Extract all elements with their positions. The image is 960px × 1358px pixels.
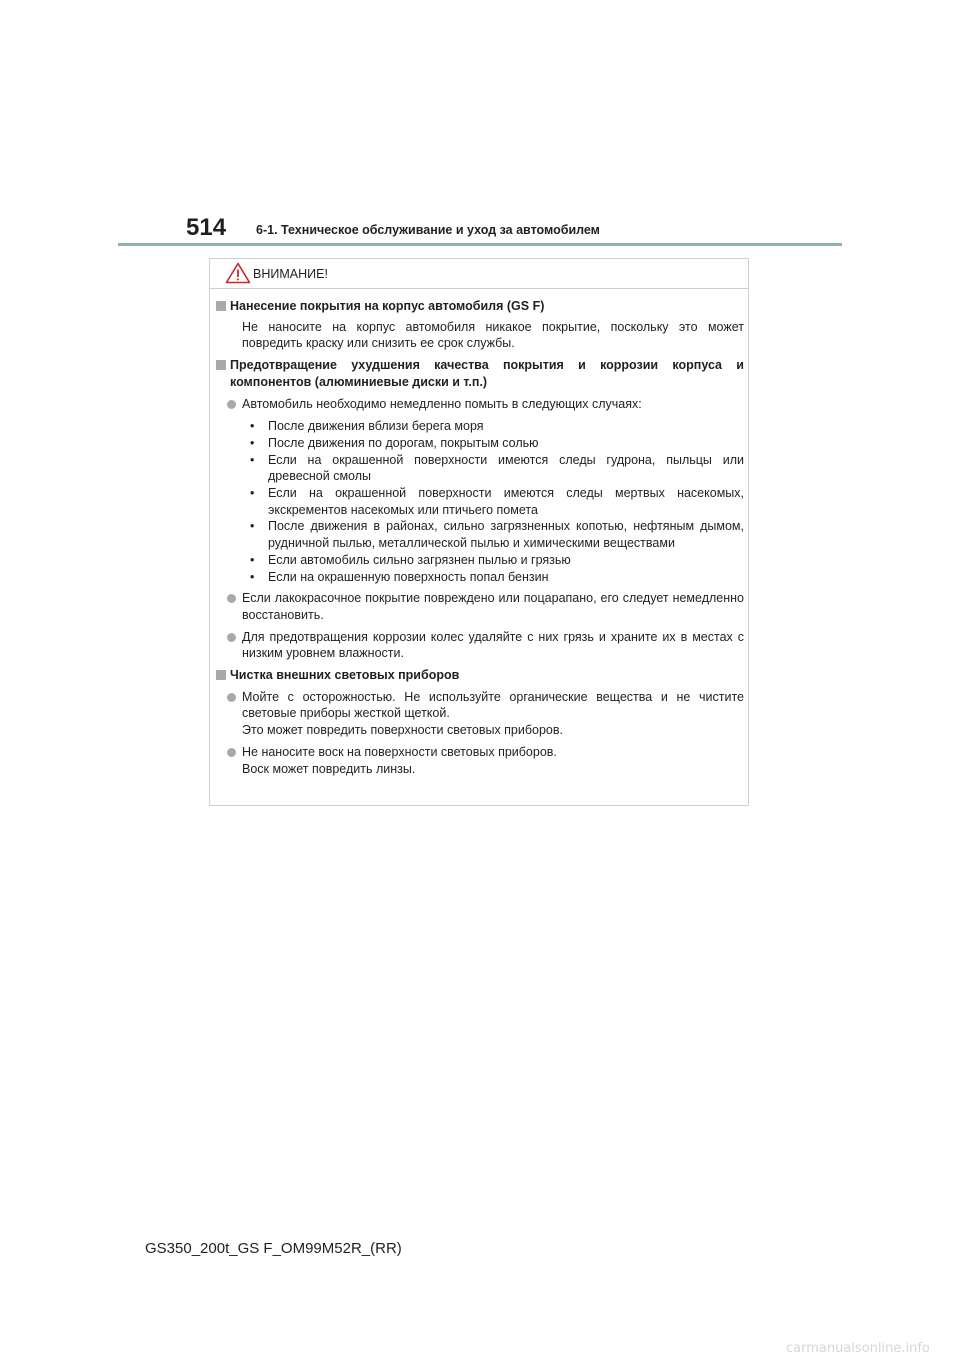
list-item (216, 396, 744, 413)
square-bullet-icon (216, 301, 226, 311)
circle-bullet-icon (227, 594, 236, 603)
warning-triangle-icon (225, 262, 251, 284)
section-title: 6-1. Техническое обслуживание и уход за автомобилем (256, 223, 600, 237)
section-heading (216, 298, 744, 315)
caution-label: ВНИМАНИЕ! (253, 267, 328, 281)
dot-bullet-icon: • (250, 552, 255, 567)
section-heading-text: Чистка внешних световых приборов (230, 668, 460, 683)
dot-bullet-icon: • (250, 435, 255, 450)
list-item-note: Это может повредить поверхности световых приборов. (242, 723, 563, 738)
dot-bullet-icon: • (250, 569, 255, 584)
caution-box (209, 258, 749, 806)
sub-list-item: • После движения вблизи берега моря (250, 419, 484, 434)
list-item-text: Если лакокрасочное покрытие повреждено или поцарапано, его следует немедленно восстановить. (242, 591, 744, 622)
sub-list-item: • После движения по дорогам, покрытым солью (250, 435, 539, 450)
sub-list-item: • Если на окрашенной поверхности имеются следы мертвых насекомых, экскрементов насекомых или птичьего помета (250, 486, 744, 517)
header-rule (118, 243, 842, 246)
document-code: GS350_200t_GS F_OM99M52R_(RR) (145, 1240, 402, 1257)
list-item (216, 629, 744, 662)
section-heading (216, 357, 744, 390)
list-item (216, 590, 744, 623)
dot-bullet-icon: • (250, 486, 255, 501)
list-item-text: Для предотвращения коррозии колес удаляйте с них грязь и храните их в местах с низким уровнем влажности. (242, 629, 744, 661)
circle-bullet-icon (227, 693, 236, 702)
list-item-note: Воск может повредить линзы. (242, 761, 416, 776)
list-item-text: Автомобиль необходимо немедленно помыть в следующих случаях: (242, 396, 642, 411)
square-bullet-icon (216, 670, 226, 680)
watermark: carmanualsonline.info (786, 1341, 930, 1356)
list-item-text: Не наносите воск на поверхности световых приборов. (242, 744, 557, 759)
dot-bullet-icon: • (250, 452, 255, 467)
sub-list-item: • Если на окрашенной поверхности имеются следы гудрона, пыльцы или древесной смолы (250, 452, 744, 484)
circle-bullet-icon (227, 633, 236, 642)
dot-bullet-icon: • (250, 419, 255, 434)
section-heading (216, 667, 744, 684)
sub-list-item: • Если автомобиль сильно загрязнен пылью и грязью (250, 552, 571, 567)
sub-list-item: • После движения в районах, сильно загрязненных копотью, нефтяным дымом, рудничной пылью, металлической пылью и химическими веществами (250, 519, 744, 551)
sub-list (216, 418, 744, 585)
dot-bullet-icon: • (250, 519, 255, 534)
circle-bullet-icon (227, 400, 236, 409)
circle-bullet-icon (227, 748, 236, 757)
section-heading-text: Нанесение покрытия на корпус автомобиля (GS F) (230, 299, 545, 313)
list-item (216, 744, 744, 777)
list-item-text: Мойте с осторожностью. Не используйте органические вещества и не чистите световые приборы жесткой щеткой. (242, 689, 744, 721)
list-item (216, 689, 744, 739)
sub-list-item: • Если на окрашенную поверхность попал бензин (250, 569, 549, 584)
square-bullet-icon (216, 360, 226, 370)
caution-header (210, 259, 748, 289)
section-text: Не наносите на корпус автомобиля никакое покрытие, поскольку это может повредить краску или снизить ее срок службы. (242, 319, 744, 351)
caution-body (216, 298, 744, 777)
page-header (118, 214, 842, 250)
section-heading-text: Предотвращение ухудшения качества покрытия и коррозии корпуса и компонентов (алюминиевые диски и т.п.) (230, 358, 744, 389)
page-number: 514 (186, 214, 227, 241)
